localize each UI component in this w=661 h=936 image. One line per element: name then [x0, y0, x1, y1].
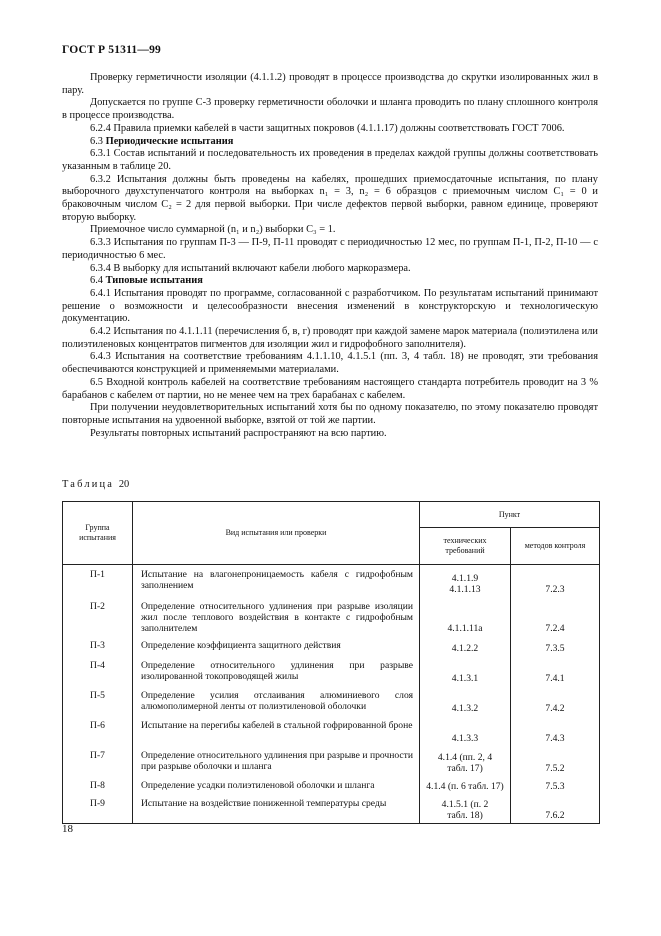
header-tech-requirements: технических требований	[420, 528, 511, 565]
paragraph-sealing-check: Проверку герметичности изоляции (4.1.1.2) проводят в процессе производства до скрутки изолированных жил в пару.	[62, 72, 598, 96]
row-requirement-clause: 4.1.4 (п. 6 табл. 17)	[420, 776, 511, 794]
row-test-name: Определение относительного удлинения при разрыве изолированной токопроводящей жилы	[133, 656, 420, 686]
row-test-group: П-9	[63, 794, 133, 824]
paragraph-c3-allowance: Допускается по группе С-3 проверку герметичности оболочки и шланга проводить по плану сплошного контроля в процессе производства.	[62, 97, 598, 122]
paragraph-6-5: 6.5 Входной контроль кабелей на соответствие требованиям настоящего стандарта потребитель проводит на 3 % барабанов с кабелем от партии, но не менее чем на трех барабанах с кабелем.	[62, 376, 598, 401]
row-test-name: Испытание на перегибы кабелей в стальной гофрированной броне	[133, 716, 420, 746]
table-row	[63, 746, 600, 776]
row-method-clause: 7.4.2	[511, 686, 600, 716]
row-test-group: П-1	[63, 565, 133, 597]
section-heading-6-4	[62, 275, 598, 288]
paragraph-6-3-4: 6.3.4 В выборку для испытаний включают кабели любого маркоразмера.	[90, 262, 411, 274]
row-requirement-clause: 4.1.5.1 (п. 2 табл. 18)	[420, 794, 511, 824]
row-method-clause: 7.5.3	[511, 776, 600, 794]
section-number-6-3: 6.3	[90, 135, 103, 147]
row-requirement-clause: 4.1.1.9 4.1.1.13	[420, 565, 511, 597]
section-number-6-4: 6.4	[90, 275, 103, 287]
row-requirement-clause: 4.1.3.2	[420, 686, 511, 716]
table-row	[63, 565, 600, 597]
paragraph-6-4-2: 6.4.2 Испытания по 4.1.1.11 (перечисления б, в, г) проводят при каждой замене марок материала (полиэтилена или полиэтиленовых концентратов пигментов для изоляции жил и гидрофобного заполнителя).	[62, 326, 598, 350]
table-row	[63, 597, 600, 636]
row-requirement-clause: 4.1.3.3	[420, 716, 511, 746]
paragraph-6-3-2: 6.3.2 Испытания должны быть проведены на кабелях, прошедших приемосдаточные испытания, по плану выборочного двухступенчатого контроля на выборках n₁ = 3, n₂ = 6 образцов с приемочным числом C₁ = 0 и браковочным числом C₂ = 2 для первой выборки. При числе дефектов первой выборки, равном единице, проверяют вторую выборку.	[62, 173, 598, 223]
row-test-name: Определение усилия отслаивания алюминиевого слоя алюмополимерной ленты от полиэтиленовой оболочки	[133, 686, 420, 716]
row-method-clause: 7.4.3	[511, 716, 600, 746]
table-caption-word: Таблица	[62, 479, 115, 490]
row-test-group: П-3	[63, 636, 133, 656]
row-test-name: Испытание на воздействие пониженной температуры среды	[133, 794, 420, 824]
row-method-clause: 7.2.3	[511, 565, 600, 597]
row-test-name: Определение коэффициента защитного действия	[133, 636, 420, 656]
row-test-name: Испытание на влагонепроницаемость кабеля с гидрофобным заполнением	[133, 565, 420, 597]
row-test-group: П-7	[63, 746, 133, 776]
row-method-clause: 7.6.2	[511, 794, 600, 824]
row-test-group: П-6	[63, 716, 133, 746]
paragraph-retest: При получении неудовлетворительных испытаний хотя бы по одному показателю, по этому показателю проводят повторные испытания на удвоенной выборке, взятой от той же партии.	[62, 402, 598, 426]
row-requirement-clause: 4.1.4 (пп. 2, 4 табл. 17)	[420, 746, 511, 776]
row-test-group: П-5	[63, 686, 133, 716]
tests-table	[62, 501, 600, 824]
table-row	[63, 794, 600, 824]
header-test-type: Вид испытания или проверки	[133, 502, 420, 565]
section-title-6-3: Периодические испытания	[105, 135, 234, 147]
section-heading-6-3	[62, 136, 598, 149]
row-test-name: Определение усадки полиэтиленовой оболочки и шланга	[133, 776, 420, 794]
table-row	[63, 776, 600, 794]
row-test-group: П-4	[63, 656, 133, 686]
paragraph-6-3-3: 6.3.3 Испытания по группам П-3 — П-9, П-11 проводят с периодичностью 12 мес, по группам П-1, П-2, П-10 — с периодичностью 6 мес.	[62, 237, 598, 261]
document-code-header: ГОСТ Р 51311—99	[62, 44, 161, 56]
header-test-group: Группа испытания	[63, 502, 133, 565]
paragraph-6-4-3: 6.4.3 Испытания на соответствие требованиям 4.1.1.10, 4.1.5.1 (пп. 3, 4 табл. 18) не проводят, эти требования обеспечиваются конструкцией и применяемыми материалами.	[62, 351, 598, 376]
row-test-group: П-8	[63, 776, 133, 794]
row-test-name: Определение относительного удлинения при разрыве изоляции жил после теплового воздействия в контакте с гидрофобным заполнителем	[133, 597, 420, 636]
table-caption-number: 20	[118, 479, 130, 490]
paragraph-6-4-1: 6.4.1 Испытания проводят по программе, согласованной с разработчиком. По результатам испытаний принимают решение о возможности и целесообразности внесения изменений в конструкторскую и технологическую документацию.	[62, 287, 598, 325]
document-body	[62, 72, 598, 440]
table-row	[63, 686, 600, 716]
row-method-clause: 7.2.4	[511, 597, 600, 636]
header-clause: Пункт	[420, 502, 600, 528]
header-control-methods: методов контроля	[511, 528, 600, 565]
table-row	[63, 636, 600, 656]
row-test-group: П-2	[63, 597, 133, 636]
section-title-6-4: Типовые испытания	[105, 275, 203, 287]
table-caption	[62, 479, 129, 490]
row-requirement-clause: 4.1.3.1	[420, 656, 511, 686]
row-method-clause: 7.3.5	[511, 636, 600, 656]
table-row	[63, 656, 600, 686]
page-number: 18	[62, 823, 73, 835]
paragraph-retest-results: Результаты повторных испытаний распространяют на всю партию.	[90, 427, 387, 439]
row-method-clause: 7.5.2	[511, 746, 600, 776]
row-test-name: Определение относительного удлинения при разрыве и прочности при разрыве оболочки и шланга	[133, 746, 420, 776]
paragraph-6-3-1: 6.3.1 Состав испытаний и последовательность их проведения в пределах каждой группы должны соответствовать указанным в таблице 20.	[62, 148, 598, 172]
paragraph-6-2-4: 6.2.4 Правила приемки кабелей в части защитных покровов (4.1.1.17) должны соответствовать ГОСТ 7006.	[90, 122, 565, 134]
row-requirement-clause: 4.1.2.2	[420, 636, 511, 656]
paragraph-acceptance-number: Приемочное число суммарной (n₁ и n₂) выборки C₃ = 1.	[90, 224, 336, 236]
table-row	[63, 716, 600, 746]
row-requirement-clause: 4.1.1.11а	[420, 597, 511, 636]
row-method-clause: 7.4.1	[511, 656, 600, 686]
